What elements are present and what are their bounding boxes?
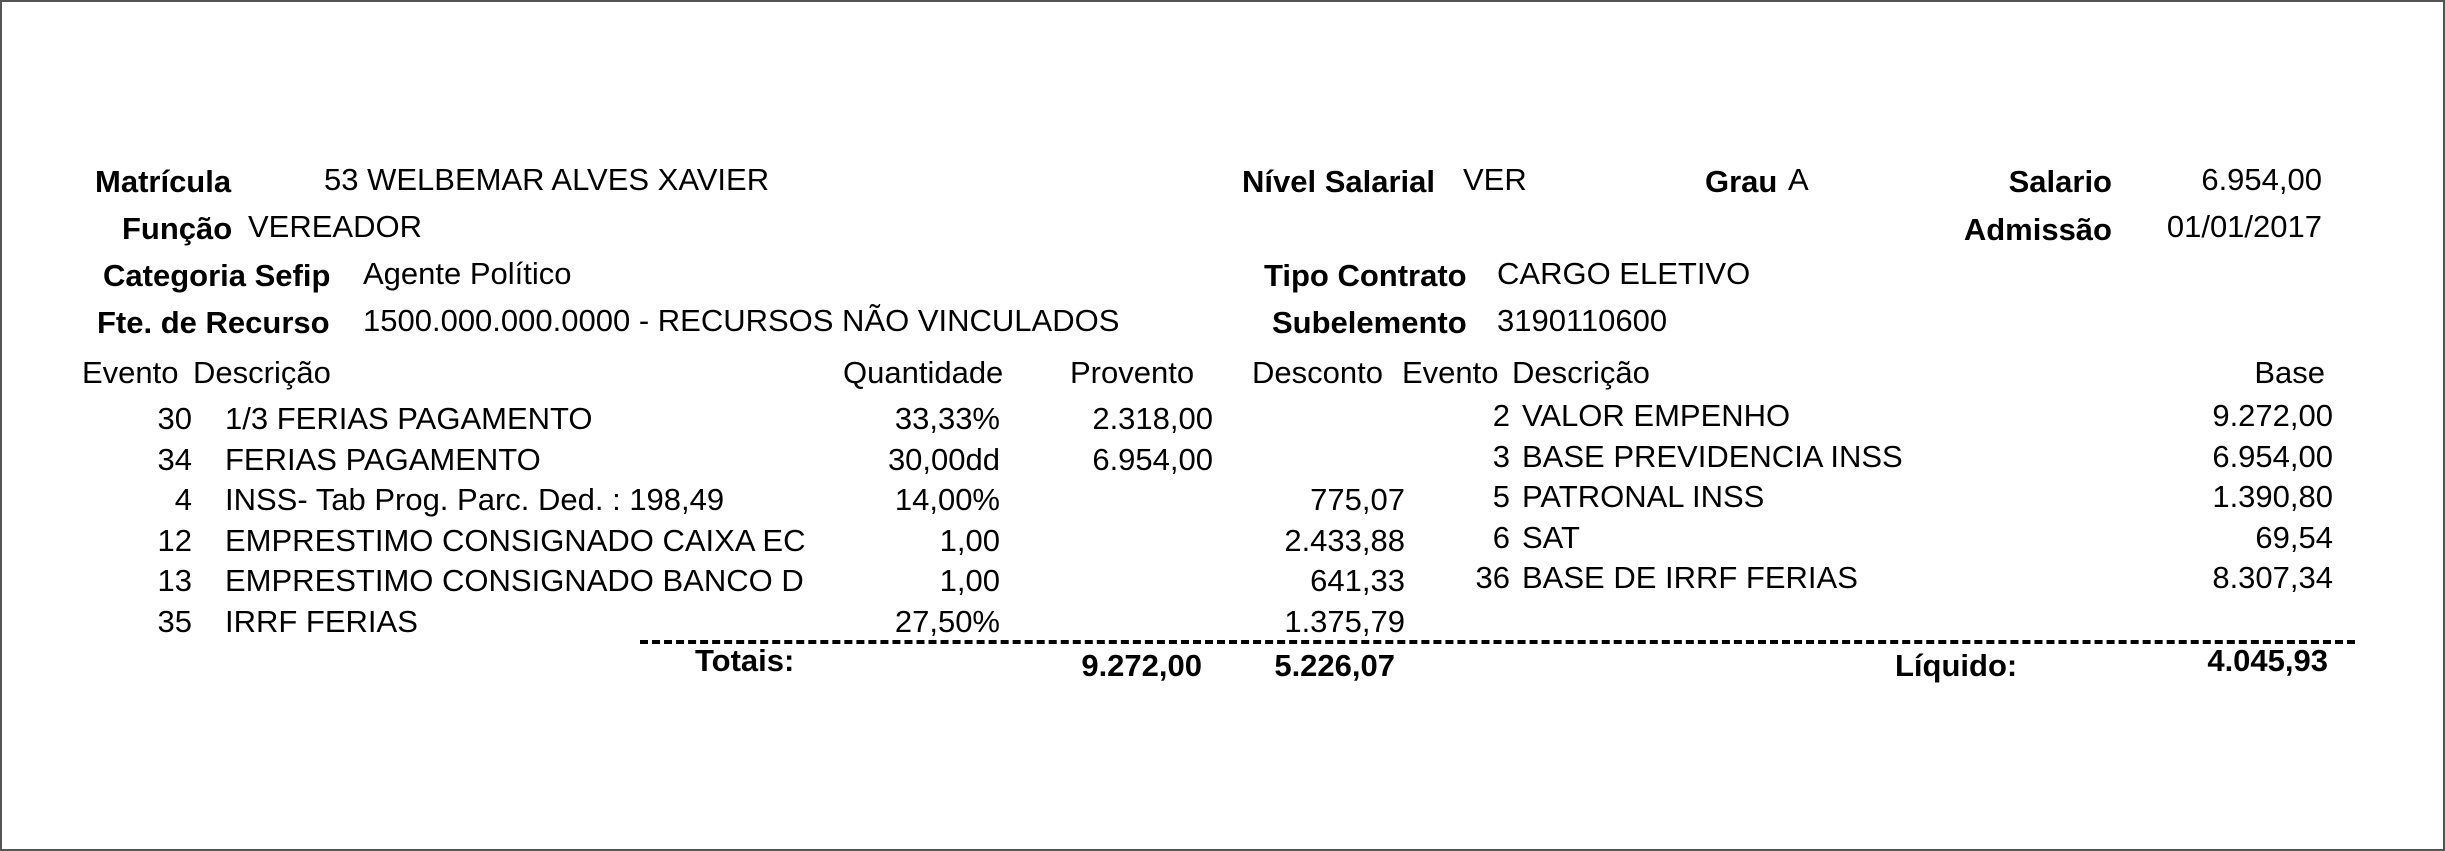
col-descricao-header: Descrição	[193, 355, 331, 390]
table-row-evento: 12	[157, 523, 192, 558]
col-provento-header: Provento	[1070, 355, 1195, 390]
subelemento-value: 3190110600	[1497, 303, 1668, 338]
table-row-desconto: 641,33	[1310, 563, 1405, 598]
table-row-quantidade: 1,00	[939, 563, 1000, 598]
base-row-valor: 6.954,00	[2212, 439, 2333, 474]
table-row-descricao: 1/3 FERIAS PAGAMENTO	[225, 401, 593, 436]
subelemento-label: Subelemento	[1272, 305, 1467, 340]
base-row-valor: 69,54	[2255, 520, 2333, 555]
table-row-evento: 35	[157, 604, 192, 639]
table-row-descricao: IRRF FERIAS	[225, 604, 418, 639]
col-evento2-header: Evento	[1402, 355, 1499, 390]
salario-value: 6.954,00	[2201, 162, 2322, 197]
table-row-evento: 34	[157, 442, 192, 477]
col-quantidade-header: Quantidade	[843, 355, 1004, 390]
base-row-evento: 36	[1475, 560, 1510, 595]
base-row-valor: 1.390,80	[2212, 479, 2333, 514]
nivel-salarial-value: VER	[1463, 162, 1527, 197]
table-row-evento: 30	[157, 401, 192, 436]
col-evento-header: Evento	[82, 355, 179, 390]
nivel-salarial-label: Nível Salarial	[1242, 164, 1436, 199]
table-row-quantidade: 33,33%	[894, 401, 1000, 436]
base-row-evento: 6	[1492, 520, 1510, 555]
base-row-valor: 9.272,00	[2212, 398, 2333, 433]
totais-label: Totais:	[695, 643, 795, 678]
table-row-quantidade: 1,00	[939, 523, 1000, 558]
table-row-quantidade: 27,50%	[894, 604, 1000, 639]
admissao-value: 01/01/2017	[2166, 209, 2322, 244]
base-row-descricao: SAT	[1522, 520, 1580, 555]
categoria-sefip-value: Agente Político	[363, 256, 572, 291]
salario-label: Salario	[2008, 164, 2112, 199]
tipo-contrato-value: CARGO ELETIVO	[1497, 256, 1751, 291]
fonte-recurso-label: Fte. de Recurso	[97, 305, 330, 340]
categoria-sefip-label: Categoria Sefip	[103, 258, 331, 293]
provento-total: 9.272,00	[1081, 648, 1202, 683]
table-row-desconto: 775,07	[1310, 482, 1405, 517]
table-row-evento: 13	[157, 563, 192, 598]
table-row-descricao: EMPRESTIMO CONSIGNADO BANCO D	[225, 563, 804, 598]
table-row-descricao: FERIAS PAGAMENTO	[225, 442, 541, 477]
grau-value: A	[1788, 162, 1809, 197]
base-row-descricao: BASE DE IRRF FERIAS	[1522, 560, 1858, 595]
desconto-total: 5.226,07	[1274, 648, 1395, 683]
base-row-descricao: BASE PREVIDENCIA INSS	[1522, 439, 1903, 474]
liquido-label: Líquido:	[1895, 648, 2018, 683]
col-descricao2-header: Descrição	[1512, 355, 1650, 390]
table-row-quantidade: 14,00%	[894, 482, 1000, 517]
totals-separator	[640, 640, 2355, 644]
table-row-evento: 4	[174, 482, 192, 517]
table-row-descricao: INSS- Tab Prog. Parc. Ded. : 198,49	[225, 482, 725, 517]
tipo-contrato-label: Tipo Contrato	[1264, 258, 1467, 293]
funcao-value: VEREADOR	[248, 209, 422, 244]
fonte-recurso-value: 1500.000.000.0000 - RECURSOS NÃO VINCULADOS	[363, 303, 1120, 338]
col-desconto-header: Desconto	[1252, 355, 1383, 390]
base-row-descricao: PATRONAL INSS	[1522, 479, 1765, 514]
table-row-desconto: 1.375,79	[1284, 604, 1405, 639]
table-row-quantidade: 30,00dd	[887, 442, 1000, 477]
base-row-valor: 8.307,34	[2212, 560, 2333, 595]
table-row-provento: 2.318,00	[1092, 401, 1213, 436]
base-row-descricao: VALOR EMPENHO	[1522, 398, 1791, 433]
admissao-label: Admissão	[1963, 212, 2112, 247]
liquido-value: 4.045,93	[2207, 643, 2328, 678]
matricula-label: Matrícula	[95, 164, 232, 199]
base-row-evento: 5	[1492, 479, 1510, 514]
table-row-descricao: EMPRESTIMO CONSIGNADO CAIXA EC	[225, 523, 806, 558]
col-base-header: Base	[2254, 355, 2325, 390]
base-row-evento: 3	[1492, 439, 1510, 474]
table-row-provento: 6.954,00	[1092, 442, 1213, 477]
matricula-value: 53 WELBEMAR ALVES XAVIER	[324, 162, 770, 197]
funcao-label: Função	[122, 211, 233, 246]
base-row-evento: 2	[1492, 398, 1510, 433]
grau-label: Grau	[1705, 164, 1778, 199]
table-row-desconto: 2.433,88	[1284, 523, 1405, 558]
